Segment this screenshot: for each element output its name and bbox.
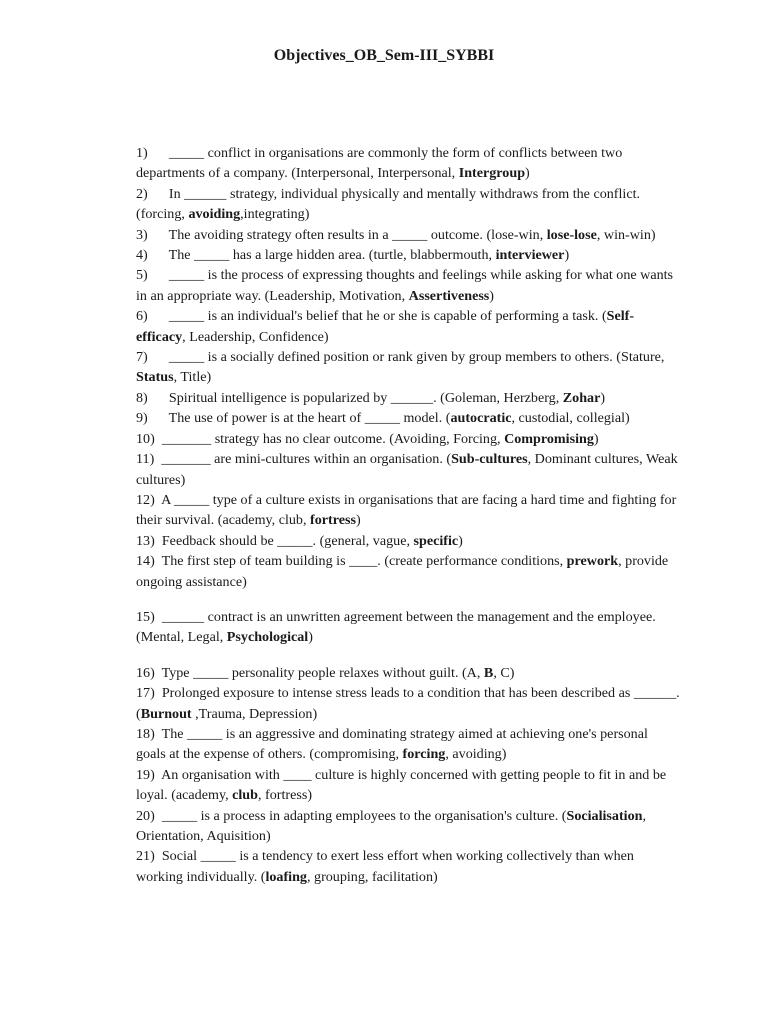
- answer-text: interviewer: [495, 247, 565, 264]
- question-text: ): [489, 287, 494, 304]
- question-number: 15): [136, 608, 155, 625]
- answer-text: Psychological: [226, 629, 309, 646]
- question-text: , Leadership, Confidence): [182, 328, 329, 345]
- question-text: _____ is the process of expressing thoughts and feelings while asking for what one wants in an appropriate way. (Leadership, Motivation,: [136, 267, 674, 304]
- question-item: [136, 265, 681, 306]
- question-item: [136, 143, 681, 184]
- question-number: 12): [136, 491, 155, 508]
- question-item: [136, 663, 681, 683]
- question-number: 17): [136, 685, 155, 702]
- answer-text: Self-efficacy: [136, 308, 635, 345]
- document-title: Objectives_OB_Sem-III_SYBBI: [273, 47, 495, 64]
- question-item: [136, 388, 681, 408]
- question-item: [136, 551, 681, 592]
- question-text: , avoiding): [445, 746, 507, 763]
- question-item: [136, 724, 681, 765]
- question-text: ): [600, 389, 606, 406]
- question-number: 1): [136, 145, 148, 161]
- question-text: Type _____ personality people relaxes without guilt. (A,: [161, 664, 484, 681]
- answer-text: lose-lose: [546, 226, 597, 243]
- question-text: ): [564, 247, 570, 264]
- question-number: 14): [136, 553, 155, 570]
- question-item: [136, 225, 681, 245]
- question-text: ): [525, 165, 530, 182]
- question-text: ______ contract is an unwritten agreement between the management and the employee. (Mental, Legal,: [136, 608, 656, 646]
- question-text: _______ are mini-cultures within an organisation. (: [161, 451, 452, 468]
- question-text: ): [593, 430, 599, 447]
- question-number: 21): [136, 848, 155, 865]
- question-text: _____ is a socially defined position or rank given by group members to others. (Stature,: [168, 349, 665, 366]
- question-number: 5): [136, 267, 148, 284]
- question-text: ,integrating): [240, 206, 310, 223]
- answer-text: prework: [566, 553, 619, 570]
- answer-text: Compromising: [504, 430, 594, 447]
- question-text: Social _____ is a tendency to exert less effort when working collectively than when working individually. (: [136, 848, 634, 885]
- question-number: 2): [136, 185, 148, 202]
- question-number: 19): [136, 766, 155, 783]
- question-text: _______ strategy has no clear outcome. (Avoiding, Forcing,: [161, 430, 505, 447]
- question-text: , fortress): [258, 787, 313, 804]
- question-item: [136, 806, 681, 847]
- question-text: ): [308, 629, 313, 646]
- question-number: 9): [136, 410, 148, 427]
- answer-text: avoiding: [188, 206, 241, 223]
- answer-text: fortress: [310, 512, 356, 529]
- question-text: , Title): [173, 369, 212, 386]
- question-number: 6): [136, 308, 148, 325]
- answer-text: Sub-cultures: [451, 451, 528, 468]
- question-text: , Orientation, Aquisition): [136, 807, 646, 844]
- question-item: [136, 347, 681, 388]
- question-number: 11): [136, 451, 155, 468]
- question-text: _____ is a process in adapting employees to the organisation's culture. (: [161, 807, 567, 824]
- question-text: ): [458, 532, 463, 549]
- question-text: In ______ strategy, individual physically and mentally withdraws from the conflict. (forcing,: [136, 185, 641, 223]
- question-number: 7): [136, 349, 148, 366]
- question-text: , Dominant cultures, Weak cultures): [136, 451, 678, 488]
- question-number: 20): [136, 807, 155, 824]
- question-number: 16): [136, 664, 155, 681]
- question-number: 8): [136, 389, 148, 406]
- question-text: , C): [493, 664, 515, 681]
- question-text: _____ conflict in organisations are commonly the form of conflicts between two departments of a company. (Interpersonal, Interpersonal,: [136, 145, 623, 182]
- question-text: , provide ongoing assistance): [136, 553, 669, 590]
- answer-text: autocratic: [450, 410, 512, 427]
- answer-text: Assertiveness: [408, 287, 490, 304]
- question-item: [136, 683, 681, 724]
- question-number: 3): [136, 226, 148, 243]
- question-item: [136, 490, 681, 531]
- question-text: Feedback should be _____. (general, vague,: [161, 532, 414, 549]
- question-number: 10): [136, 430, 155, 447]
- answer-text: Intergroup: [458, 165, 526, 182]
- question-item: [136, 306, 681, 347]
- question-text: The use of power is at the heart of _____ model. (: [168, 410, 451, 427]
- question-item: [136, 184, 681, 225]
- question-number: 4): [136, 247, 148, 264]
- question-item: [136, 449, 681, 490]
- question-list: [136, 143, 681, 887]
- question-text: _____ is an individual's belief that he or she is capable of performing a task. (: [168, 308, 607, 325]
- question-text: The avoiding strategy often results in a _____ outcome. (lose-win,: [168, 226, 547, 243]
- question-number: 18): [136, 725, 155, 742]
- answer-text: Status: [136, 369, 174, 386]
- answer-text: club: [232, 787, 258, 804]
- question-text: Prolonged exposure to intense stress leads to a condition that has been described as ______. (: [136, 685, 680, 722]
- question-number: 13): [136, 532, 155, 549]
- answer-text: Burnout: [140, 705, 192, 722]
- question-text: ): [355, 512, 361, 529]
- answer-text: Zohar: [562, 389, 601, 406]
- question-text: The _____ has a large hidden area. (turtle, blabbermouth,: [168, 247, 496, 264]
- question-text: , grouping, facilitation): [306, 868, 438, 885]
- question-item: [136, 429, 681, 449]
- question-text: , win-win): [596, 226, 656, 243]
- answer-text: Socialisation: [566, 807, 643, 824]
- question-text: A _____ type of a culture exists in organisations that are facing a hard time and fighting for their survival. (academy, club,: [136, 491, 677, 529]
- question-item: [136, 765, 681, 806]
- question-text: The _____ is an aggressive and dominating strategy aimed at achieving one's personal goals at the expense of others. (compromising,: [136, 725, 648, 763]
- question-item: [136, 531, 681, 551]
- question-text: The first step of team building is ____. (create performance conditions,: [161, 553, 567, 570]
- question-item: [136, 408, 681, 428]
- question-text: An organisation with ____ culture is highly concerned with getting people to fit in and be loyal. (academy,: [136, 766, 667, 804]
- question-text: ,Trauma, Depression): [191, 705, 318, 722]
- question-item: [136, 607, 681, 648]
- question-item: [136, 846, 681, 887]
- question-item: [136, 245, 681, 265]
- question-text: , custodial, collegial): [511, 410, 630, 427]
- answer-text: B: [483, 664, 494, 681]
- answer-text: forcing: [402, 746, 446, 763]
- answer-text: loafing: [265, 868, 307, 885]
- question-text: Spiritual intelligence is popularized by ______. (Goleman, Herzberg,: [168, 389, 563, 406]
- answer-text: specific: [413, 532, 459, 549]
